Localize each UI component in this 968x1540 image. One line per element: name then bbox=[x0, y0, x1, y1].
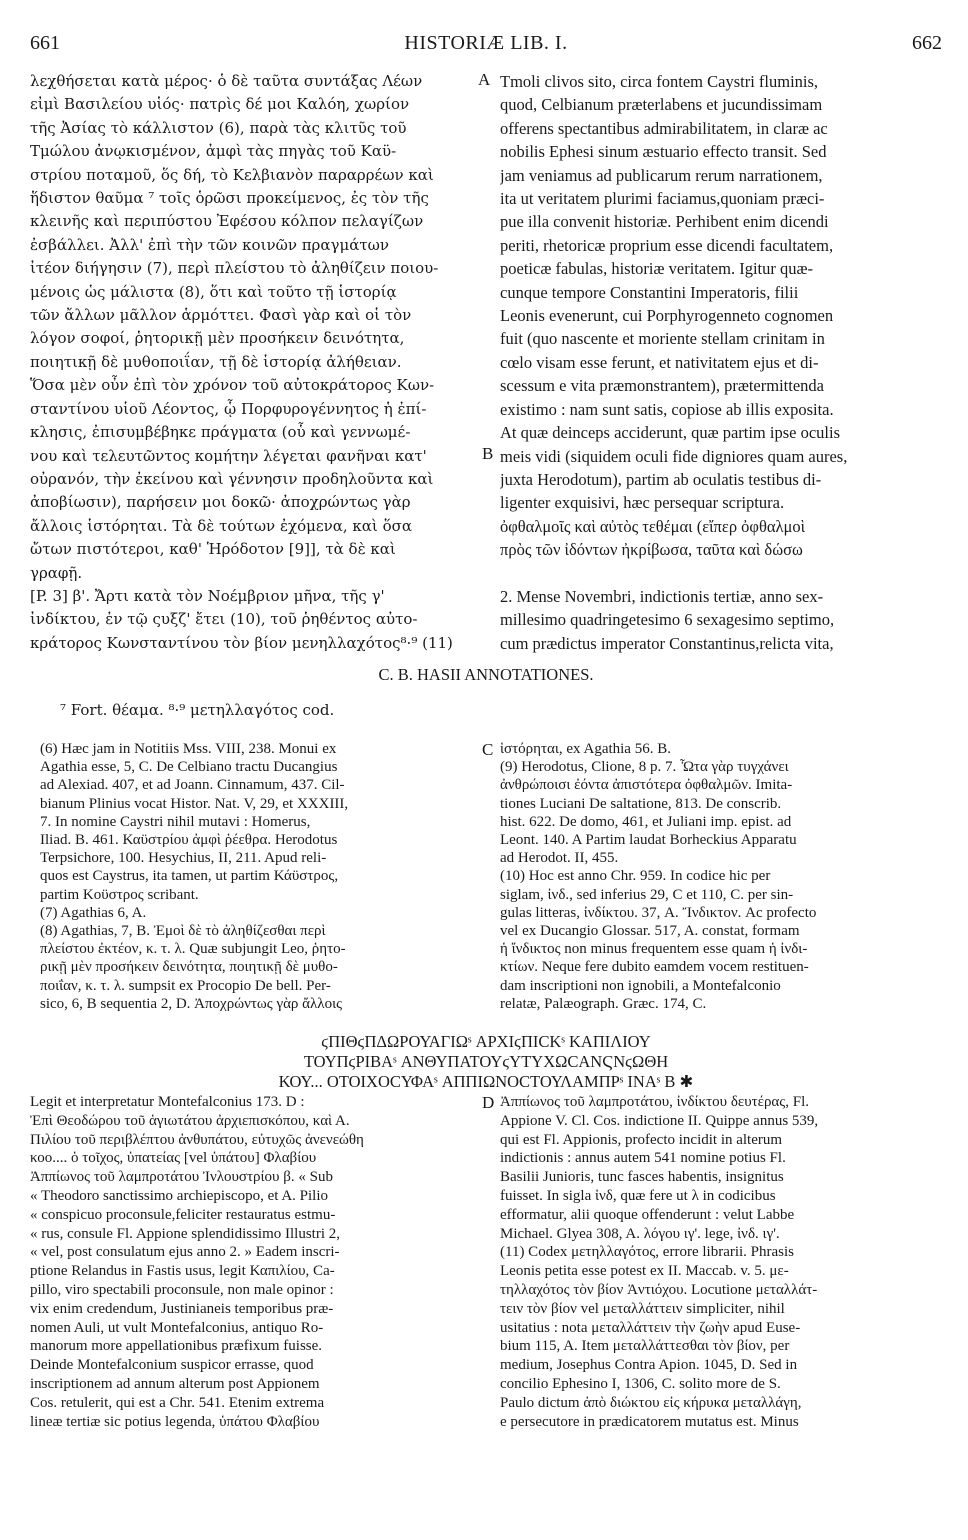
annotation-line: τηλλαχότος τὸν βίον Ἀντιόχου. Locutione μεταλλάτ- bbox=[500, 1281, 818, 1298]
annotation-line: inscriptionem ad annum alterum post Appionem bbox=[30, 1375, 320, 1392]
annotation-line: Leonis petita esse potest ex II. Maccab. v. 5. με- bbox=[500, 1263, 789, 1280]
latin-text-line: periti, rhetoricæ proprium esse dicendi facultatem, bbox=[500, 235, 834, 255]
annotation-line: vix enim credendum, Justinianeis temporibus præ- bbox=[30, 1300, 334, 1317]
greek-text-line: στρίου ποταμοῦ, ὅς δή, τὸ Κελβιανὸν παραρρέων καὶ bbox=[30, 165, 434, 184]
latin-text-line: Tmoli clivos sito, circa fontem Caystri fluminis, bbox=[500, 72, 819, 91]
greek-text-column bbox=[30, 70, 470, 655]
greek-text-line: κλεινῆς καὶ περιπύστου Ἐφέσου κόλπον πελαγίζων bbox=[30, 212, 424, 231]
annotation-line: e persecutore in prædicatorem mutatus est. Minus bbox=[500, 1413, 799, 1430]
annotation-line: hist. 622. De domo, 461, et Juliani imp. epist. ad bbox=[500, 813, 792, 830]
lower-left-column bbox=[30, 1093, 476, 1431]
annotation-line: partim Κοϋστρος scribant. bbox=[40, 886, 199, 903]
annotations-right-column bbox=[500, 740, 942, 1013]
annotation-line: sico, 6, B sequentia 2, D. Ἀποχρώντως γὰρ ἄλλοις bbox=[40, 995, 343, 1012]
annotation-line: (11) Codex μετηλλαγότος, errore librarii. Phrasis bbox=[500, 1244, 795, 1261]
latin-text-line: pue illa convenit historiæ. Perhibent enim dicendi bbox=[500, 212, 829, 232]
lower-right-column bbox=[500, 1093, 942, 1431]
inscription-block bbox=[30, 1032, 942, 1092]
greek-text-line: ἄλλοις ἱστόρηται. Τὰ δὲ τούτων ἐχόμενα, καὶ ὅσα bbox=[30, 516, 412, 535]
annotation-line: « Theodoro sanctissimo archiepiscopo, et A. Pilio bbox=[30, 1187, 329, 1204]
latin-text-line: πρὸς τῶν ἰδόντων ἠκρίβωσα, ταῦτα καὶ δώσω bbox=[500, 540, 803, 560]
greek-text-line: νου καὶ τελευτῶντος κομήτην λέγεται φανῆναι κατ' bbox=[30, 446, 427, 465]
annotation-line: Ἐπὶ Θεοδώρου τοῦ ἁγιωτάτου ἀρχιεπισκόπου, καὶ Α. bbox=[30, 1112, 350, 1129]
annotation-line: ρικῇ μὲν προσήκειν δεινότητα, ποιητικῇ δὲ μυθο- bbox=[40, 959, 338, 976]
annotation-line: κτίων. Neque fere dubito eamdem vocem restituen- bbox=[500, 959, 809, 976]
latin-text-line: Leonis evenerunt, cui Porphyrogenneto cognomen bbox=[500, 306, 834, 326]
annotation-line: Ἀππίωνος τοῦ λαμπροτάτου, ἰνδίκτου δευτέρας, Fl. bbox=[500, 1094, 809, 1110]
annotation-line: Πιλίου τοῦ περιβλέπτου ἀνθυπάτου, εὐτυχῶς ἀνενεώθη bbox=[30, 1131, 364, 1148]
latin-text-line: scessum e vita præmonstrantem), prætermittenda bbox=[500, 376, 824, 396]
annotation-line: relatæ, Palæograph. Græc. 174, C. bbox=[500, 995, 707, 1012]
annotation-line: lineæ tertiæ sic potius legenda, ὑπάτου Φλαβίου bbox=[30, 1413, 320, 1430]
margin-marker-d: D bbox=[482, 1093, 495, 1112]
latin-text-line: ligenter exquisivi, hæc persequar scriptura. bbox=[500, 493, 785, 513]
greek-text-line: ἀποβίωσιν), παρήσειν μοι δοκῶ· ἀποχρώντως γὰρ bbox=[30, 493, 411, 512]
annotation-line: medium, Josephus Contra Apion. 1045, D. Sed in bbox=[500, 1357, 798, 1374]
latin-text-line: meis vidi (siquidem oculi fide digniores quam aures, bbox=[500, 446, 848, 466]
greek-text-line: ἥδιστον θαῦμα ⁷ τοῖς ὁρῶσι προκείμενος, ἐς τὸν τῆς bbox=[30, 189, 429, 208]
greek-text-line: κλησις, ἐπισυμβέβηκε πράγματα (οὗ καὶ γεννωμέ- bbox=[30, 423, 411, 442]
latin-text-line: cum prædictus imperator Constantinus,relicta vita, bbox=[500, 633, 834, 653]
annotation-line: Legit et interpretatur Montefalconius 173. D : bbox=[30, 1094, 305, 1110]
annotation-line: 7. In nomine Caystri nihil mutavi : Homerus, bbox=[40, 813, 311, 830]
greek-text-line: τῶν ἄλλων μᾶλλον ἁρμόττει. Φασὶ γὰρ καὶ οἱ τὸν bbox=[30, 306, 412, 325]
annotation-line: usitatius : nota μεταλλάττειν τὴν ζωὴν apud Euse- bbox=[500, 1319, 801, 1336]
greek-text-line: μένοις ὡς μάλιστα (8), ὅτι καὶ τοῦτο τῇ ἱστορίᾳ bbox=[30, 282, 397, 301]
annotation-line: concilio Ephesino I, 1306, C. solito more de S. bbox=[500, 1375, 781, 1392]
annotation-line: qui est Fl. Appionis, profecto incidit in alterum bbox=[500, 1131, 783, 1148]
annotation-line: Paulo dictum ἀπὸ διώκτου εἰς κήρυκα μεταλλάγη, bbox=[500, 1394, 802, 1411]
annotation-line: (8) Agathias, 7, B. Ἐμοὶ δὲ τὸ ἀληθίζεσθαι περὶ bbox=[40, 923, 326, 940]
annotation-line: « vel, post consulatum ejus anno 2. » Eadem inscri- bbox=[30, 1244, 340, 1261]
annotation-line: (9) Herodotus, Clione, 8 p. 7. Ὦτα γὰρ τυγχάνει bbox=[500, 759, 789, 776]
greek-text-line: ποιητικῇ δὲ μυθοποιΐαν, τῇ δὲ ἱστορίᾳ ἀλήθειαν. bbox=[30, 352, 402, 371]
latin-text-line: quod, Celbianum præterlabens et jucundissimam bbox=[500, 95, 823, 115]
annotation-line: gulas litteras, ἰνδίκτου. 37, A. Ἴνδικτον. Ac profecto bbox=[500, 904, 817, 921]
annotation-line: « conspicuo proconsule,feliciter restauratus estmu- bbox=[30, 1206, 336, 1223]
annotation-line: Ἀππίωνος τοῦ λαμπροτάτου Ἰνλουστρίου β. « Sub bbox=[30, 1169, 333, 1186]
latin-text-line: juxta Herodotum), partim ab oculatis testibus di- bbox=[500, 469, 822, 489]
greek-text-line: Τμώλου ἀνῳκισμένον, ἀμφὶ τὰς πηγὰς τοῦ Καϋ- bbox=[30, 142, 397, 161]
greek-text-line: τῆς Ἀσίας τὸ κάλλιστον (6), παρὰ τὰς κλιτῦς τοῦ bbox=[30, 118, 407, 137]
running-head bbox=[30, 32, 942, 58]
annotation-line: efformatur, alii quoque offenderunt : velut Labbe bbox=[500, 1206, 795, 1223]
latin-text-line: At quæ deinceps acciderunt, quæ partim ipse oculis bbox=[500, 423, 841, 443]
annotation-line: bianum Plinius vocat Histor. Nat. V, 29, et XXXIII, bbox=[40, 795, 349, 812]
annotation-line: « rus, consule Fl. Appione splendidissimo Illustri 2, bbox=[30, 1225, 340, 1242]
margin-marker-c: C bbox=[482, 740, 494, 759]
greek-text-line: ἰνδίκτου, ἐν τῷ ςυξζ' ἔτει (10), τοῦ ῥηθέντος αὐτο- bbox=[30, 610, 418, 629]
latin-text-column bbox=[500, 70, 942, 655]
latin-text-line: nobilis Ephesi sinum æstuario effecto transit. Sed bbox=[500, 142, 827, 162]
latin-text-line: cœlo visam esse ferunt, et nativitatem ejus et di- bbox=[500, 352, 819, 372]
annotation-line: Deinde Montefalconium suspicor errasse, quod bbox=[30, 1357, 314, 1374]
annotation-line: Cos. retulerit, qui est a Chr. 541. Etenim extrema bbox=[30, 1394, 325, 1411]
annotation-line: ad Alexiad. 407, et ad Joann. Cinnamum, 437. Cil- bbox=[40, 777, 345, 794]
annotation-line: (10) Hoc est anno Chr. 959. In codice hic per bbox=[500, 868, 771, 885]
annotation-line: ποιΐαν, κ. τ. λ. sumpsit ex Procopio De bell. Per- bbox=[40, 977, 331, 994]
inscription-line: ΤΟΥΠϛΡΙΒΑˢ ΑΝΘΥΠΑΤΟΥϛΥΤΥΧΩϹΑΝϚΝϛΩΘΗ bbox=[303, 1052, 669, 1071]
greek-text-line: [P. 3] β'. Ἄρτι κατὰ τὸν Νοέμβριον μῆνα, τῆς γ' bbox=[30, 586, 385, 605]
annotation-line: vel ex Ducangio Glossar. 517, A. constat, formam bbox=[500, 923, 800, 940]
annotation-line: quos est Caystrus, ita tamen, ut partim Κάϋστρος, bbox=[40, 868, 339, 885]
latin-text-line: existimo : nam sunt satis, copiose ab illis exposita. bbox=[500, 399, 834, 419]
annotation-line: (6) Hæc jam in Notitiis Mss. VIII, 238. Monui ex bbox=[40, 741, 337, 757]
annotation-line: Iliad. B. 461. Καϋστρίου ἀμφὶ ῥέεθρα. Herodotus bbox=[40, 832, 338, 849]
annotation-line: manorum more appellationibus præfixum fuisse. bbox=[30, 1338, 323, 1355]
greek-text-line: εἰμὶ Βασιλείου υἱός· πατρὶς δέ μοι Καλόη, χωρίον bbox=[30, 95, 410, 114]
latin-text-line: ita ut veritatem plurimi faciamus,quoniam præci- bbox=[500, 189, 825, 209]
annotation-line: indictionis : annus autem 541 nomine potius Fl. bbox=[500, 1150, 786, 1167]
annotation-line: (7) Agathias 6, A. bbox=[40, 904, 147, 921]
annotation-line: Basilii Junioris, tunc fasces habentis, insignitus bbox=[500, 1169, 784, 1186]
annotations-heading: C. B. HASII ANNOTATIONES. bbox=[378, 665, 594, 684]
running-title: HISTORIÆ LIB. I. bbox=[404, 32, 568, 54]
greek-text-line: ὤτων πιστότεροι, καθ' Ἡρόδοτον [9]], τὰ δὲ καὶ bbox=[30, 540, 396, 559]
latin-text-line: poeticæ fabulas, historiæ veritatem. Igitur quæ- bbox=[500, 259, 813, 279]
latin-text-line: cunque tempore Constantini Imperatoris, filii bbox=[500, 282, 799, 302]
annotation-line: nomen Auli, ut vult Montefalconius, antiquo Ro- bbox=[30, 1319, 324, 1336]
annotations-left-column bbox=[40, 740, 480, 1013]
inscription-line: ΚΟΥ... ΟΤΟΙΧΟϹΥΦΑˢ ΑΠΠΙΩΝΟϹΤΟΥΛΑΜΠΡˢ ΙΝΑˢ Β ✱ bbox=[278, 1072, 694, 1091]
inscription-line: ϛΠΙΘϛΠΔΩΡΟΥΑΓΙΩˢ ΑΡΧΙϛΠΙϹΚˢ ΚΑΠΙΛΙΟΥ bbox=[321, 1032, 651, 1051]
critical-footnote: ⁷ Fort. θέαμα. ⁸·⁹ μετηλλαγότος cod. bbox=[60, 701, 335, 719]
page-number-right: 662 bbox=[912, 32, 942, 54]
latin-text-line bbox=[500, 562, 942, 585]
greek-text-line: ἐσβάλλει. Ἀλλ' ἐπὶ τὴν τῶν κοινῶν πραγμάτων bbox=[30, 235, 389, 254]
greek-text-line: λόγον σοφοί, ῥητορικῇ μὲν προσήκειν δεινότητα, bbox=[30, 329, 405, 348]
annotation-line: τειν τὸν βίον vel μεταλλάττειν simpliciter, nihil bbox=[500, 1300, 785, 1317]
latin-text-line: offerens spectantibus admirabilitatem, in claræ ac bbox=[500, 118, 828, 138]
annotation-line: tiones Luciani De saltatione, 813. De conscrib. bbox=[500, 795, 782, 812]
annotation-line: Appione V. Cl. Cos. indictione II. Quippe annus 539, bbox=[500, 1112, 819, 1129]
annotation-line: bium 115, A. Item μεταλλάττεσθαι τὸν βίον, per bbox=[500, 1338, 790, 1355]
greek-text-line: σταντίνου υἱοῦ Λέοντος, ᾧ Πορφυρογέννητος ἡ ἐπί- bbox=[30, 399, 427, 418]
latin-text-line: fuit (quo nascente et moriente stellam crinitam in bbox=[500, 329, 825, 349]
annotation-line: ἱστόρηται, ex Agathia 56. B. bbox=[500, 741, 671, 757]
greek-text-line: ἰτέον διήγησιν (7), περὶ πλείστου τὸ ἀληθίζειν ποιου- bbox=[30, 259, 439, 278]
margin-marker-a: A bbox=[478, 70, 491, 89]
annotation-line: ptione Relandus in Fastis usus, legit Καπιλίου, Ca- bbox=[30, 1263, 335, 1280]
greek-text-line: λεχθήσεται κατὰ μέρος· ὁ δὲ ταῦτα συντάξας Λέων bbox=[30, 72, 423, 90]
annotation-line: pillo, viro spectabili proconsule, non male opinor : bbox=[30, 1281, 334, 1298]
annotation-line: fuisset. In sigla ἰνδ, quæ fere ut λ in codicibus bbox=[500, 1187, 776, 1204]
annotation-line: ad Herodot. II, 455. bbox=[500, 850, 619, 867]
annotation-line: ἡ ἴνδικτος non minus frequentem esse quam ἡ ἰνδι- bbox=[500, 941, 808, 958]
annotation-line: dam inscriptioni non ignobili, a Montefalconio bbox=[500, 977, 781, 994]
latin-text-line: jam veniamus ad publicarum rerum narrationem, bbox=[500, 165, 823, 185]
annotation-line: Michael. Glyea 308, A. λόγου ιγ'. lege, ἰνδ. ιγ'. bbox=[500, 1225, 780, 1242]
greek-text-line: Ὅσα μὲν οὖν ἐπὶ τὸν χρόνον τοῦ αὐτοκράτορος Κων- bbox=[30, 376, 435, 395]
book-page bbox=[30, 0, 942, 1540]
annotation-line: Leont. 140. A Partim laudat Borheckius Apparatu bbox=[500, 832, 797, 849]
greek-text-line: γραφῇ. bbox=[30, 563, 83, 582]
greek-text-line: οὐρανόν, τὴν ἐκείνου καὶ γέννησιν προδηλοῦντα καὶ bbox=[30, 469, 434, 488]
latin-text-line: 2. Mense Novembri, indictionis tertiæ, anno sex- bbox=[500, 586, 824, 606]
latin-text-line: millesimo quadringetesimo 6 sexagesimo septimo, bbox=[500, 610, 835, 630]
margin-marker-b: B bbox=[482, 444, 494, 463]
greek-text-line: κράτορος Κωνσταντίνου τὸν βίον μενηλλαχότος⁸·⁹ (11) bbox=[30, 633, 453, 652]
annotation-line: siglam, ἰνδ., sed inferius 29, C et 110, C. per sin- bbox=[500, 886, 794, 903]
page-number-left: 661 bbox=[30, 32, 60, 54]
annotation-line: πλείστου ἐκτέον, κ. τ. λ. Quæ subjungit Leo, ῥητο- bbox=[40, 941, 346, 958]
annotation-line: Agathia esse, 5, C. De Celbiano tractu Ducangius bbox=[40, 759, 338, 776]
annotation-line: ἀνθρώποισι ἐόντα ἀπιστότερα ὀφθαλμῶν. Imita- bbox=[500, 777, 793, 794]
annotation-line: Terpsichore, 100. Hesychius, II, 211. Apud reli- bbox=[40, 850, 327, 867]
annotation-line: κοο.... ὁ τοῖχος, ὑπατείας [vel ὑπάτου] Φλαβίου bbox=[30, 1150, 317, 1167]
latin-text-line: ὀφθαλμοῖς καὶ αὐτὸς τεθέμαι (εἴπερ ὀφθαλμοὶ bbox=[500, 516, 806, 536]
